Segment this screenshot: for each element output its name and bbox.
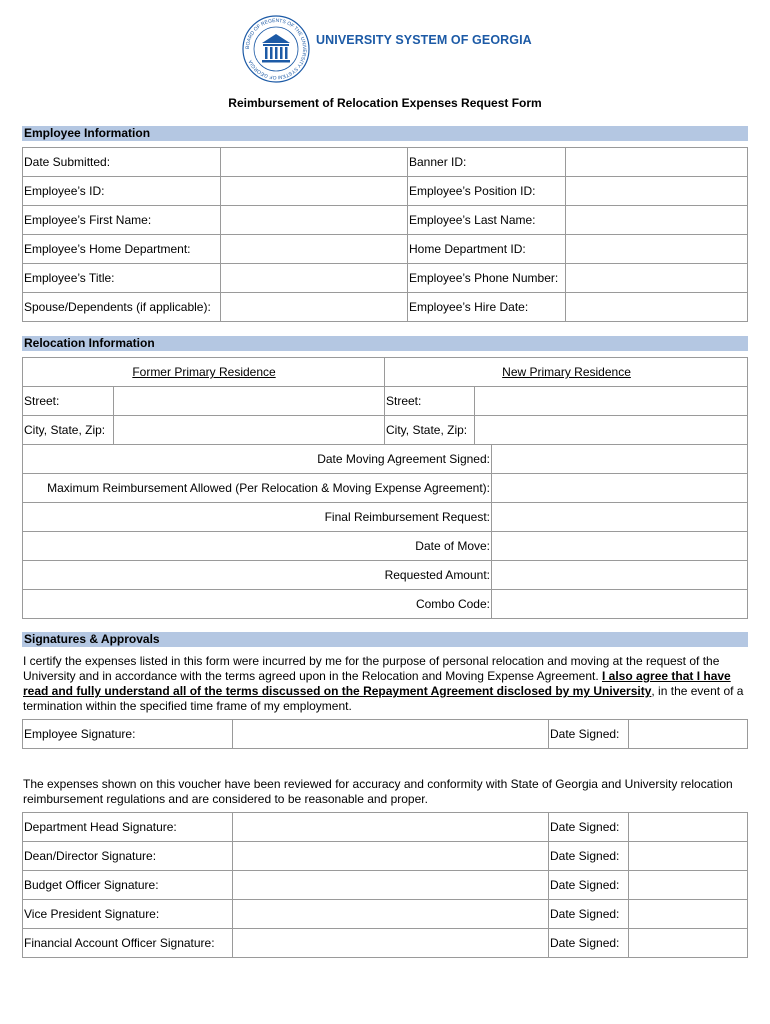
table-row: [23, 445, 748, 474]
dean-director-signature-field[interactable]: [233, 842, 549, 871]
employee-title-label: Employee’s Title:: [23, 264, 221, 293]
table-row: [23, 871, 748, 900]
spouse-dependents-label: Spouse/Dependents (if applicable):: [23, 293, 221, 322]
budget-officer-signature-field[interactable]: [233, 871, 549, 900]
employee-signature-field[interactable]: [233, 720, 549, 749]
requested-amount-label: Requested Amount:: [23, 561, 492, 590]
table-row: [23, 387, 748, 416]
home-department-id-field[interactable]: [566, 235, 748, 264]
former-residence-heading: Former Primary Residence: [23, 358, 385, 387]
date-signed-label: Date Signed:: [549, 813, 629, 842]
financial-account-officer-signature-field[interactable]: [233, 929, 549, 958]
certification-text-end: , in the event of a termination within the specified time frame of my employment.: [23, 684, 744, 713]
vice-president-signature-field[interactable]: [233, 900, 549, 929]
combo-code-field[interactable]: [492, 590, 748, 619]
employee-date-signed-field[interactable]: [629, 720, 748, 749]
banner-id-field[interactable]: [566, 148, 748, 177]
position-id-field[interactable]: [566, 177, 748, 206]
table-row: [23, 148, 748, 177]
table-row: [23, 264, 748, 293]
moving-agreement-date-field[interactable]: [492, 445, 748, 474]
table-row: [23, 358, 748, 387]
vice-president-date-field[interactable]: [629, 900, 748, 929]
position-id-label: Employee’s Position ID:: [408, 177, 566, 206]
table-row: [23, 177, 748, 206]
approvals-table: [22, 812, 748, 958]
department-head-signature-label: Department Head Signature:: [23, 813, 233, 842]
date-of-move-label: Date of Move:: [23, 532, 492, 561]
employee-id-label: Employee’s ID:: [23, 177, 221, 206]
employee-information-table: [22, 147, 748, 322]
table-row: [23, 842, 748, 871]
budget-officer-signature-label: Budget Officer Signature:: [23, 871, 233, 900]
table-row: [23, 929, 748, 958]
department-head-date-field[interactable]: [629, 813, 748, 842]
vice-president-signature-label: Vice President Signature:: [23, 900, 233, 929]
date-signed-label: Date Signed:: [549, 871, 629, 900]
table-row: [23, 293, 748, 322]
date-signed-label: Date Signed:: [549, 929, 629, 958]
new-street-label: Street:: [385, 387, 475, 416]
table-row: [23, 474, 748, 503]
employee-information-header: Employee Information: [22, 126, 748, 141]
budget-officer-date-field[interactable]: [629, 871, 748, 900]
table-row: [23, 561, 748, 590]
former-street-field[interactable]: [114, 387, 385, 416]
moving-agreement-date-label: Date Moving Agreement Signed:: [23, 445, 492, 474]
maximum-reimbursement-field[interactable]: [492, 474, 748, 503]
last-name-field[interactable]: [566, 206, 748, 235]
first-name-field[interactable]: [221, 206, 408, 235]
new-city-state-zip-field[interactable]: [475, 416, 748, 445]
dean-director-date-field[interactable]: [629, 842, 748, 871]
dean-director-signature-label: Dean/Director Signature:: [23, 842, 233, 871]
department-head-signature-field[interactable]: [233, 813, 549, 842]
final-reimbursement-field[interactable]: [492, 503, 748, 532]
former-street-label: Street:: [23, 387, 114, 416]
employee-id-field[interactable]: [221, 177, 408, 206]
hire-date-field[interactable]: [566, 293, 748, 322]
table-row: [23, 720, 748, 749]
final-reimbursement-label: Final Reimbursement Request:: [23, 503, 492, 532]
former-city-state-zip-label: City, State, Zip:: [23, 416, 114, 445]
table-row: [23, 416, 748, 445]
certification-text: I certify the expenses listed in this form were incurred by me for the purpose of personal relocation and moving at the request of the University and in accordance with the terms agreed upon in the Relocation and Moving Expense Agreement.: [23, 654, 720, 683]
table-row: [23, 532, 748, 561]
home-department-id-label: Home Department ID:: [408, 235, 566, 264]
phone-number-field[interactable]: [566, 264, 748, 293]
spouse-dependents-field[interactable]: [221, 293, 408, 322]
employee-title-field[interactable]: [221, 264, 408, 293]
home-department-field[interactable]: [221, 235, 408, 264]
form-title: Reimbursement of Relocation Expenses Request Form: [228, 96, 542, 110]
banner-id-label: Banner ID:: [408, 148, 566, 177]
hire-date-label: Employee’s Hire Date:: [408, 293, 566, 322]
phone-number-label: Employee’s Phone Number:: [408, 264, 566, 293]
employee-signature-table: [22, 719, 748, 749]
table-row: [23, 590, 748, 619]
table-row: [23, 206, 748, 235]
new-city-state-zip-label: City, State, Zip:: [385, 416, 475, 445]
employee-date-signed-label: Date Signed:: [549, 720, 629, 749]
financial-account-officer-signature-label: Financial Account Officer Signature:: [23, 929, 233, 958]
requested-amount-field[interactable]: [492, 561, 748, 590]
financial-account-officer-date-field[interactable]: [629, 929, 748, 958]
date-submitted-field[interactable]: [221, 148, 408, 177]
seal-text: BOARD OF REGENTS OF THE UNIVERSITY SYSTEM OF GEORGIA: [244, 17, 308, 81]
organization-name: UNIVERSITY SYSTEM OF GEORGIA: [316, 33, 532, 47]
combo-code-label: Combo Code:: [23, 590, 492, 619]
date-of-move-field[interactable]: [492, 532, 748, 561]
relocation-information-header: Relocation Information: [22, 336, 748, 351]
date-signed-label: Date Signed:: [549, 900, 629, 929]
table-row: [23, 813, 748, 842]
university-seal-icon: [241, 14, 311, 84]
home-department-label: Employee’s Home Department:: [23, 235, 221, 264]
date-submitted-label: Date Submitted:: [23, 148, 221, 177]
signatures-approvals-header: Signatures & Approvals: [22, 632, 748, 647]
last-name-label: Employee’s Last Name:: [408, 206, 566, 235]
maximum-reimbursement-label: Maximum Reimbursement Allowed (Per Relocation & Moving Expense Agreement):: [23, 474, 492, 503]
certification-agreement-text: I also agree that I have read and fully understand all of the terms discussed on the Repayment Agreement disclosed by my University: [23, 669, 731, 698]
first-name-label: Employee’s First Name:: [23, 206, 221, 235]
review-statement: The expenses shown on this voucher have been reviewed for accuracy and conformity with State of Georgia and University relocation reimbursement regulations and are considered to be reasonable and proper.: [23, 777, 733, 806]
table-row: [23, 503, 748, 532]
table-row: [23, 900, 748, 929]
new-residence-heading: New Primary Residence: [385, 358, 748, 387]
relocation-information-table: [22, 357, 748, 619]
date-signed-label: Date Signed:: [549, 842, 629, 871]
certification-statement: [23, 654, 749, 714]
new-street-field[interactable]: [475, 387, 748, 416]
table-row: [23, 235, 748, 264]
former-city-state-zip-field[interactable]: [114, 416, 385, 445]
employee-signature-label: Employee Signature:: [23, 720, 233, 749]
